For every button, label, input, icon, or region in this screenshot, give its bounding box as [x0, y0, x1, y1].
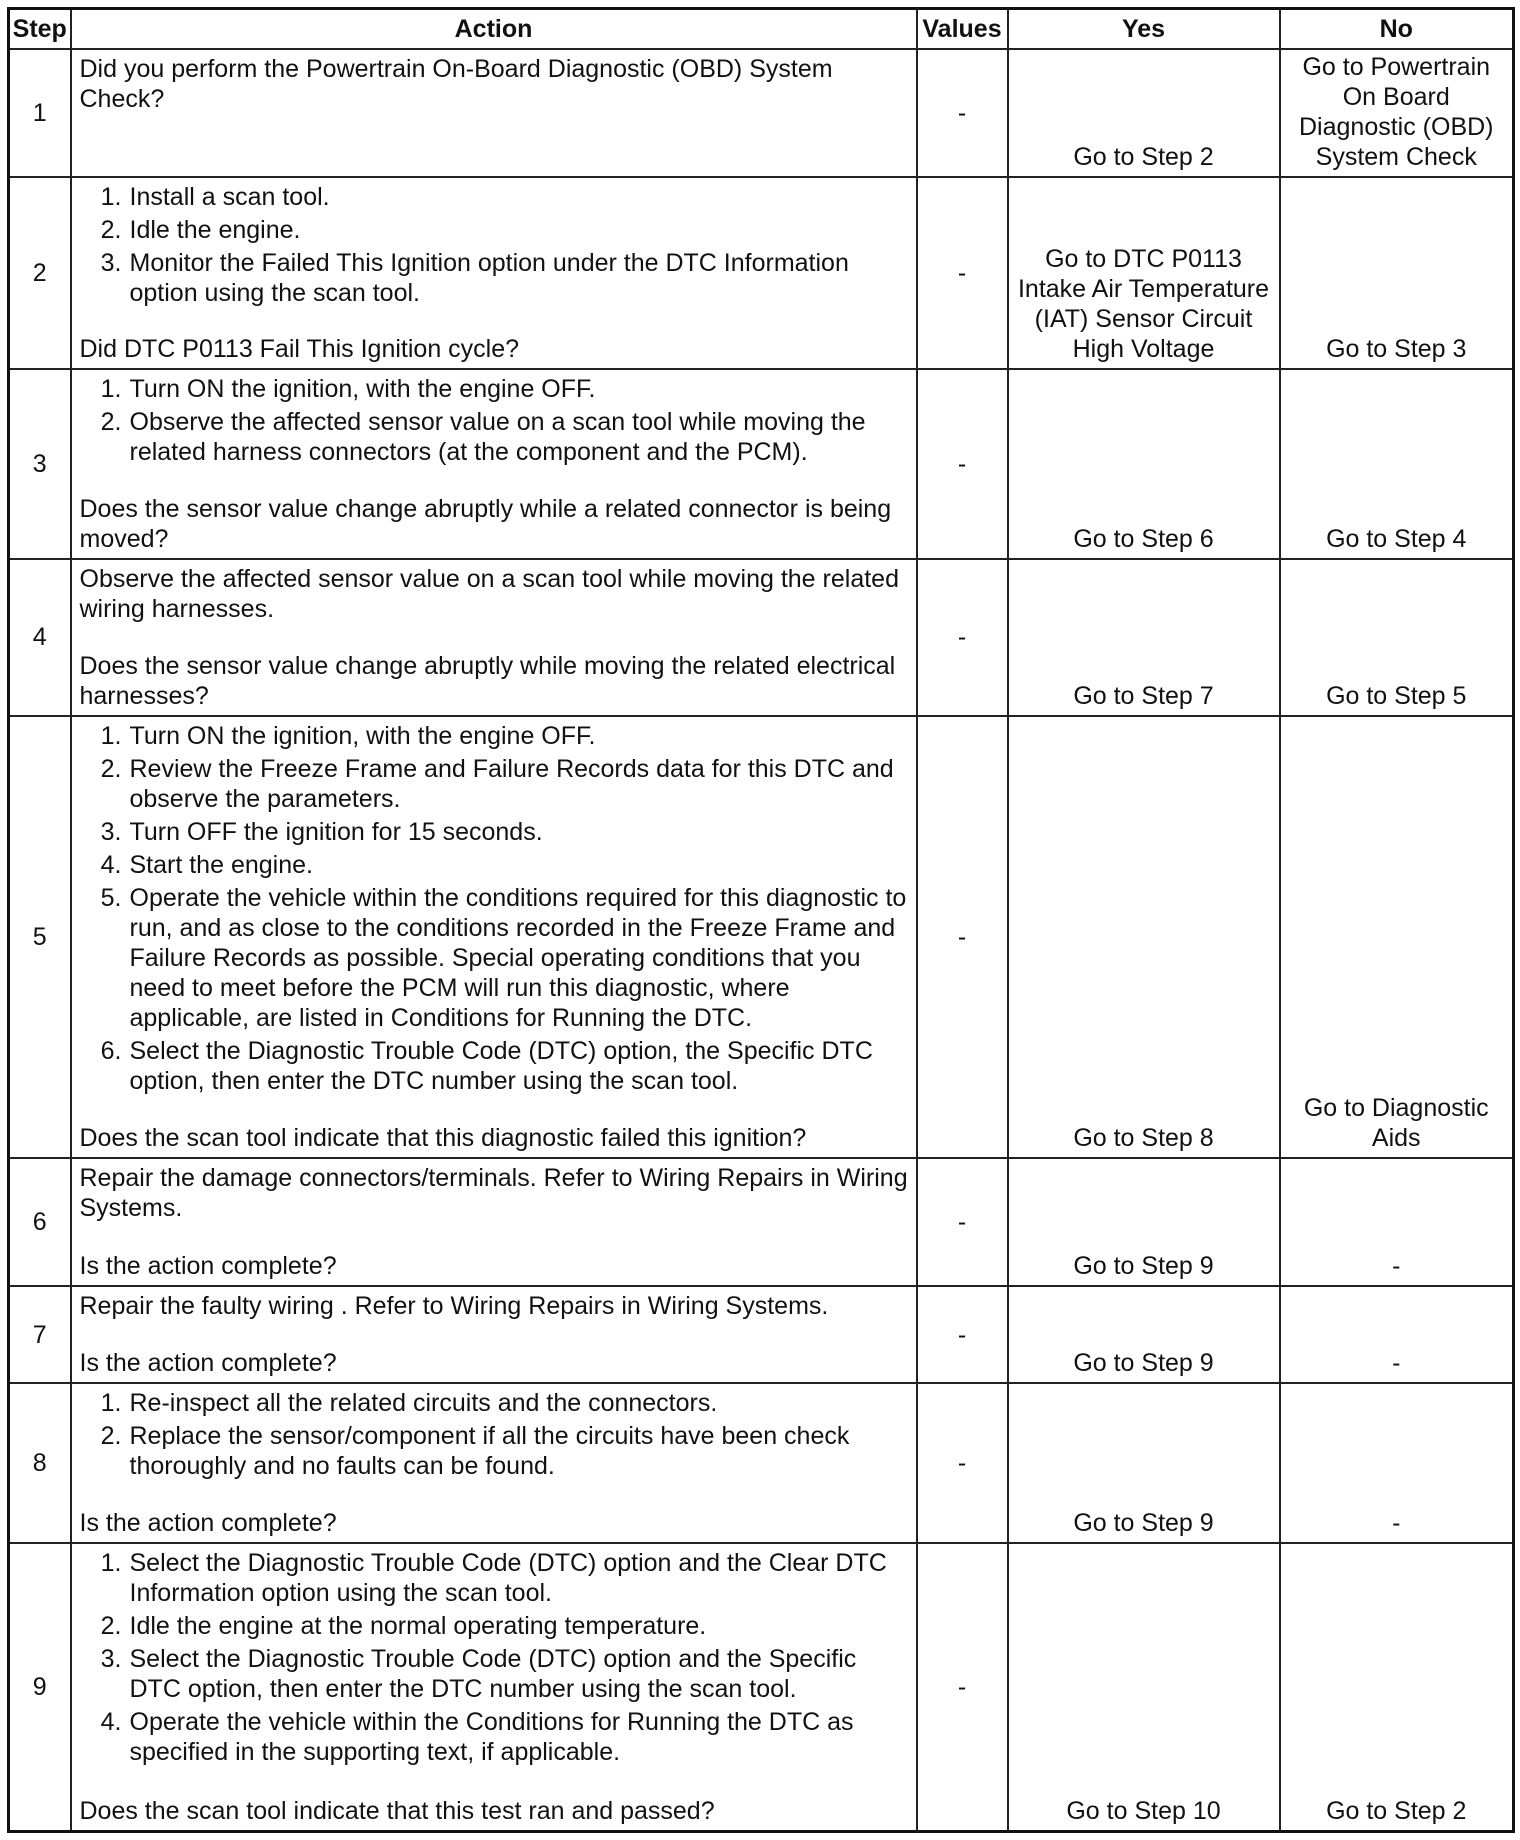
step-number: 1: [9, 49, 71, 177]
yes-cell: Go to Step 9: [1008, 1286, 1280, 1383]
list-item-number: 3.: [100, 249, 122, 278]
step-number: 9: [9, 1543, 71, 1831]
list-item-text: Select the Diagnostic Trouble Code (DTC) option, the Specific DTC option, then enter the DTC number using the scan tool.: [129, 1036, 873, 1095]
list-item: [80, 1548, 910, 1608]
list-item: [80, 883, 910, 1033]
table-row: [9, 1543, 1514, 1831]
list-item: [80, 374, 910, 404]
table-row: [9, 559, 1514, 715]
list-item-text: Start the engine.: [129, 850, 313, 879]
values-cell: -: [917, 716, 1008, 1158]
list-item-number: 2.: [100, 1422, 122, 1451]
action-question: Does the scan tool indicate that this diagnostic failed this ignition?: [79, 1123, 807, 1152]
list-item-text: Replace the sensor/component if all the circuits have been check thoroughly and no faults can be found.: [129, 1422, 850, 1481]
list-item-number: 1.: [100, 375, 122, 404]
list-item-text: Re-inspect all the related circuits and the connectors.: [129, 1389, 718, 1418]
list-item: [80, 1388, 910, 1418]
list-item-number: 2.: [100, 1612, 122, 1641]
list-item: [80, 215, 910, 245]
list-item-number: 4.: [100, 1708, 122, 1737]
list-item-number: 5.: [100, 883, 122, 912]
action-cell: [71, 369, 917, 559]
action-list: [80, 1548, 910, 1767]
step-number: 6: [9, 1158, 71, 1286]
list-item: [80, 248, 910, 308]
table-row: [9, 49, 1514, 177]
list-item-number: 2.: [100, 408, 122, 437]
no-cell: -: [1280, 1383, 1514, 1543]
action-paragraph: Repair the damage connectors/terminals. Refer to Wiring Repairs in Wiring Systems.: [79, 1163, 908, 1222]
list-item-text: Monitor the Failed This Ignition option under the DTC Information option using the scan tool.: [129, 249, 849, 308]
table-row: [9, 369, 1514, 559]
header-yes: Yes: [1008, 9, 1280, 50]
action-list: [80, 721, 910, 1096]
action-question: Does the sensor value change abruptly while a related connector is being moved?: [79, 495, 892, 554]
step-number: 8: [9, 1383, 71, 1543]
action-list: [80, 182, 910, 308]
no-cell: -: [1280, 1158, 1514, 1286]
yes-cell: Go to Step 8: [1008, 716, 1280, 1158]
action-question: Does the sensor value change abruptly while moving the related electrical harnesses?: [79, 651, 896, 710]
list-item-number: 1.: [100, 183, 122, 212]
list-item: [80, 1421, 910, 1481]
diagnostic-table-container: [7, 7, 1512, 1833]
list-item-text: Turn ON the ignition, with the engine OFF.: [129, 721, 596, 750]
action-paragraph: Observe the affected sensor value on a scan tool while moving the related wiring harnesses.: [79, 565, 899, 624]
header-action: Action: [71, 9, 917, 50]
list-item-number: 1.: [100, 1549, 122, 1578]
action-question: Is the action complete?: [79, 1509, 337, 1538]
list-item: [80, 850, 910, 880]
no-cell: Go to Step 3: [1280, 177, 1514, 369]
list-item-text: Review the Freeze Frame and Failure Records data for this DTC and observe the parameters.: [129, 754, 894, 813]
list-item: [80, 182, 910, 212]
yes-cell: Go to DTC P0113 Intake Air Temperature (IAT) Sensor Circuit High Voltage: [1008, 177, 1280, 369]
action-paragraph: Did you perform the Powertrain On-Board Diagnostic (OBD) System Check?: [79, 55, 833, 113]
list-item: [80, 817, 910, 847]
action-list: [80, 1388, 910, 1481]
action-cell: [71, 1286, 917, 1383]
list-item-number: 2.: [100, 216, 122, 245]
no-cell: Go to Powertrain On Board Diagnostic (OBD) System Check: [1280, 49, 1514, 177]
table-row: [9, 1158, 1514, 1286]
no-cell: Go to Step 4: [1280, 369, 1514, 559]
list-item-text: Turn ON the ignition, with the engine OFF.: [129, 375, 596, 404]
table-body: [9, 49, 1514, 1832]
action-list: [80, 374, 910, 467]
list-item-text: Select the Diagnostic Trouble Code (DTC) option and the Specific DTC option, then enter the DTC number using the scan tool.: [129, 1645, 857, 1704]
action-question: Is the action complete?: [79, 1251, 337, 1280]
no-cell: -: [1280, 1286, 1514, 1383]
table-row: [9, 716, 1514, 1158]
no-cell: Go to Diagnostic Aids: [1280, 716, 1514, 1158]
list-item-text: Install a scan tool.: [129, 183, 330, 212]
yes-cell: Go to Step 2: [1008, 49, 1280, 177]
yes-cell: Go to Step 7: [1008, 559, 1280, 715]
list-item: [80, 754, 910, 814]
list-item: [80, 407, 910, 467]
diagnostic-table: [7, 7, 1515, 1833]
step-number: 4: [9, 559, 71, 715]
action-cell: [71, 1383, 917, 1543]
values-cell: -: [917, 369, 1008, 559]
yes-cell: Go to Step 10: [1008, 1543, 1280, 1831]
table-row: [9, 1383, 1514, 1543]
list-item-number: 2.: [100, 754, 122, 783]
list-item-text: Idle the engine at the normal operating temperature.: [129, 1612, 707, 1641]
action-question: Does the scan tool indicate that this test ran and passed?: [79, 1797, 715, 1825]
list-item-number: 6.: [100, 1036, 122, 1065]
action-cell: [71, 716, 917, 1158]
yes-cell: Go to Step 6: [1008, 369, 1280, 559]
action-cell: [71, 1543, 917, 1831]
list-item: [80, 1611, 910, 1641]
list-item: [80, 1036, 910, 1096]
yes-cell: Go to Step 9: [1008, 1158, 1280, 1286]
step-number: 5: [9, 716, 71, 1158]
table-row: [9, 177, 1514, 369]
list-item: [80, 721, 910, 751]
list-item-text: Operate the vehicle within the Conditions for Running the DTC as specified in the supporting text, if applicable.: [129, 1708, 854, 1767]
list-item-number: 1.: [100, 721, 122, 750]
list-item: [80, 1707, 910, 1767]
action-cell: [71, 49, 917, 177]
values-cell: -: [917, 559, 1008, 715]
list-item-text: Select the Diagnostic Trouble Code (DTC) option and the Clear DTC Information option using the scan tool.: [129, 1549, 887, 1608]
list-item-text: Observe the affected sensor value on a scan tool while moving the related harness connectors (at the component and the PCM).: [129, 408, 866, 467]
table-header-row: [9, 9, 1514, 50]
list-item-text: Operate the vehicle within the conditions required for this diagnostic to run, and as close to the conditions recorded in the Freeze Frame and Failure Records as possible. Special operating conditions that you need to meet before the PCM will run this diagnostic, where applicable, are listed in Conditions for Running the DTC.: [129, 883, 907, 1032]
values-cell: -: [917, 49, 1008, 177]
list-item-number: 4.: [100, 850, 122, 879]
action-question: Did DTC P0113 Fail This Ignition cycle?: [79, 335, 520, 364]
list-item: [80, 1644, 910, 1704]
action-question: Is the action complete?: [79, 1349, 337, 1378]
table-row: [9, 1286, 1514, 1383]
header-no: No: [1280, 9, 1514, 50]
step-number: 2: [9, 177, 71, 369]
list-item-text: Idle the engine.: [129, 216, 301, 245]
action-cell: [71, 1158, 917, 1286]
no-cell: Go to Step 5: [1280, 559, 1514, 715]
step-number: 7: [9, 1286, 71, 1383]
list-item-text: Turn OFF the ignition for 15 seconds.: [129, 817, 543, 846]
no-cell: Go to Step 2: [1280, 1543, 1514, 1831]
yes-cell: Go to Step 9: [1008, 1383, 1280, 1543]
list-item-number: 3.: [100, 817, 122, 846]
values-cell: -: [917, 1286, 1008, 1383]
list-item-number: 3.: [100, 1645, 122, 1674]
action-cell: [71, 177, 917, 369]
action-cell: [71, 559, 917, 715]
header-step: Step: [9, 9, 71, 50]
values-cell: -: [917, 177, 1008, 369]
list-item-number: 1.: [100, 1389, 122, 1418]
step-number: 3: [9, 369, 71, 559]
values-cell: -: [917, 1543, 1008, 1831]
values-cell: -: [917, 1158, 1008, 1286]
values-cell: -: [917, 1383, 1008, 1543]
header-values: Values: [917, 9, 1008, 50]
action-paragraph: Repair the faulty wiring . Refer to Wiring Repairs in Wiring Systems.: [79, 1291, 829, 1320]
